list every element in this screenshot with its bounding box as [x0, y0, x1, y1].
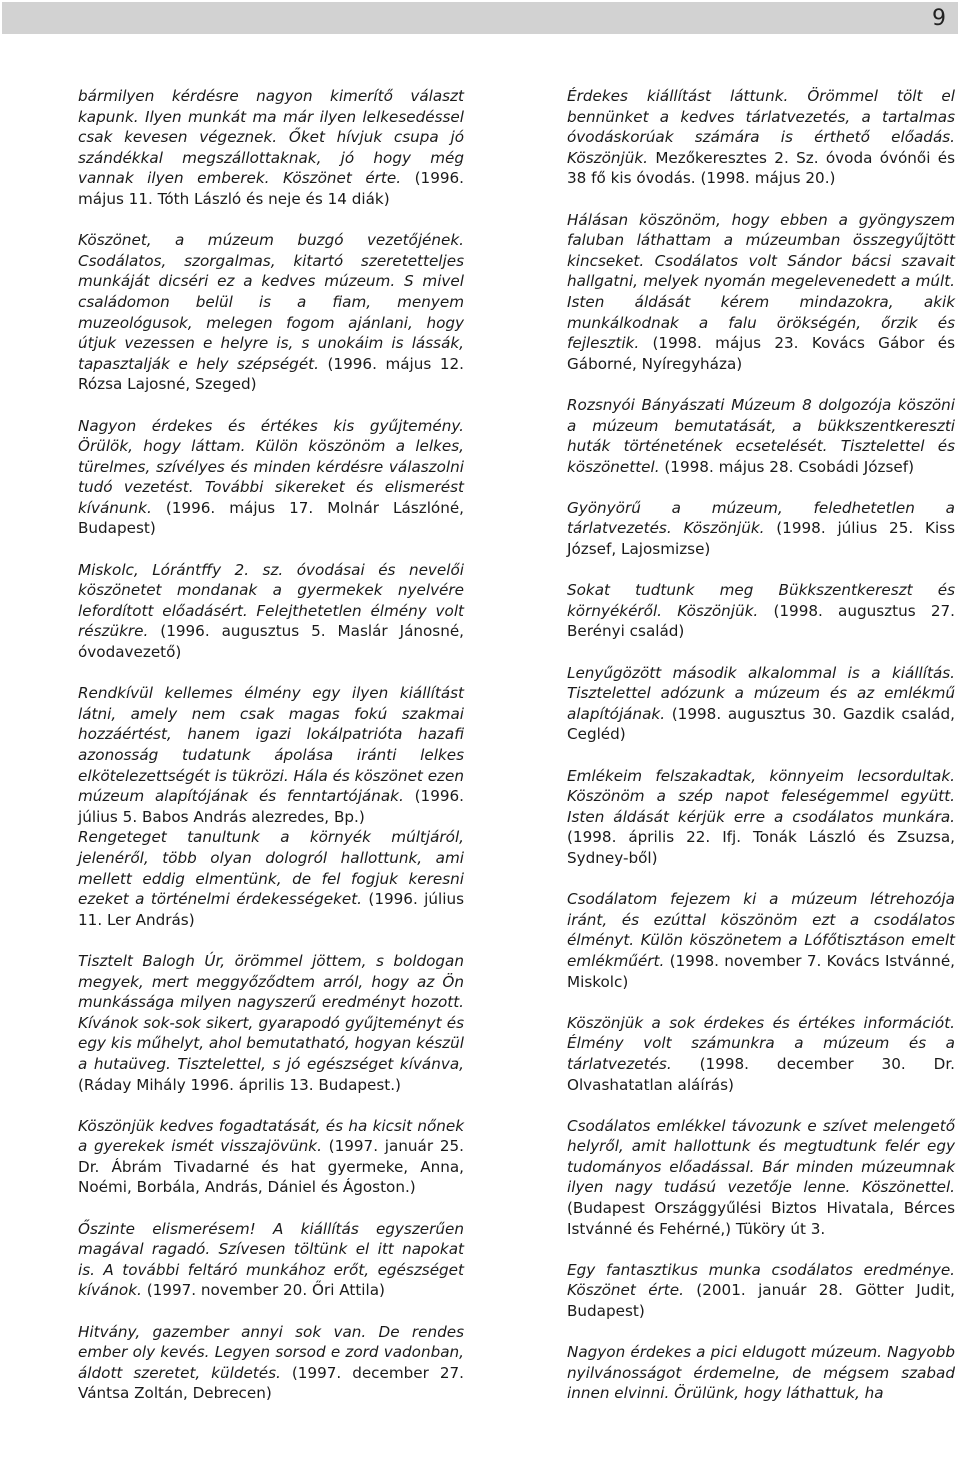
entry-signature: (1998. augusztus 30. Gazdik család, Cegléd)	[567, 704, 955, 744]
guestbook-entry	[78, 560, 464, 663]
entry-signature: (1996. augusztus 5. Maslár Jánosné, óvodavezető)	[78, 622, 465, 662]
entry-text: Nagyon érdekes és értékes kis gyűjtemény. Örülök, hogy láttam. Külön köszönöm a lelkes, türelmes, szívélyes és minden kérdésre válaszolni tudó vezetést. További sikereket és elismerést kívánunk.	[78, 416, 464, 517]
entry-signature: (1997. december 27. Vántsa Zoltán, Debrecen)	[78, 1363, 465, 1403]
entry-text: Emlékeim felszakadtak, könnyeim lecsordultak. Köszönöm a szép napot feleségemmel együtt. Isten áldását kérjük erre a csodálatos munkára.	[567, 766, 955, 826]
entry-signature: (1997. január 25. Dr. Ábrám Tivadarné és hat gyermeke, Anna, Noémi, Borbála, András, Dániel és Ágoston.)	[78, 1137, 464, 1197]
page-header-bar	[2, 2, 958, 34]
entry-signature: (1996. május 17. Molnár Lászlóné, Budapest)	[78, 498, 465, 538]
entry-signature: (1998. május 23. Kovács Gábor és Gáborné, Nyíregyháza)	[567, 334, 955, 373]
guestbook-entry	[567, 580, 955, 642]
guestbook-entry	[78, 1116, 464, 1198]
entry-text: Hitvány, gazember annyi sok van. De rendes ember oly kevés. Legyen sorsod e zord vadonban, áldott szeretet, küldetés.	[78, 1322, 464, 1382]
entry-text: Köszönet, a múzeum buzgó vezetőjének. Csodálatos, szorgalmas, kitartó szeretetteljes munkáját dicséri ez a kedves múzeum. S mivel családomon belül is a fiam, menyem muzeológusok, melegen fogom ajánlani, hogy útjuk vezessen e helyre is, s unokáim is lássák, tapasztalják e hely szépségét.	[78, 231, 464, 373]
guestbook-entry	[567, 498, 955, 560]
right-column	[567, 86, 955, 1404]
left-column	[78, 86, 464, 1404]
entry-text: Sokat tudtunk meg Bükkszentkereszt és környékéről. Köszönjük.	[567, 581, 955, 620]
guestbook-entry	[78, 951, 464, 1095]
entry-text: Köszönjük kedves fogadtatását, és ha kicsit nőnek a gyerekek ismét visszajövünk.	[78, 1116, 464, 1156]
page-number: 9	[932, 6, 946, 31]
entry-text: Csodálatos emlékkel távozunk e szívet melengető helyről, amit hallottunk és megtudtunk felér egy tudományos előadással. Bár minden múzeumnak ilyen nagy tudású vezetője lenne. Köszönettel.	[567, 1116, 955, 1197]
entry-text: Egy fantasztikus munka csodálatos eredménye. Köszönet érte.	[567, 1260, 955, 1300]
entry-signature: (1996. július 11. Ler András)	[78, 890, 465, 929]
entry-text: Tisztelt Balogh Úr, örömmel jöttem, s boldogan megyek, mert meggyőződtem arról, hogy az Ön munkássága milyen nagyszerű eredményt hozott. Kívánok sok-sok sikert, gyarapodó gyűjteményt és egy kis műhelyt, ahol bemutatható, hogyan készül a hutaüveg. Tisztelettel, s jó egészséget kívánva,	[78, 951, 464, 1073]
entry-signature: (Ráday Mihály 1996. április 13. Budapest.)	[78, 1075, 401, 1094]
guestbook-entry	[567, 210, 955, 375]
entry-text: Rozsnyói Bányászati Múzeum 8 dolgozója köszöni a múzeum bemutatását, a bükkszentkereszti huták történetének ecsetelését. Tisztelettel és köszönettel.	[567, 395, 955, 476]
entry-text: Rendkívül kellemes élmény egy ilyen kiállítást látni, amely nem csak magas fokú szakmai hozzáértést, hanem igazi lokálpatrióta hazafi azonosság tudatunk ápolása iránti lelkes elkötelezettségét is tükrözi. Hála és köszönet ezen múzeum alapítójának és fenntartójának.	[78, 684, 464, 806]
guestbook-entry	[567, 395, 955, 477]
entry-signature: (1997. november 20. Őri Attila)	[146, 1281, 385, 1300]
guestbook-entry	[78, 416, 464, 540]
guestbook-entry	[78, 1219, 464, 1301]
entry-signature: (2001. január 28. Götter Judit, Budapest)	[567, 1281, 955, 1321]
guestbook-entry	[567, 889, 955, 992]
entry-signature: (1998. augusztus 27. Berényi család)	[567, 601, 955, 641]
entry-signature: (1996. május 11. Tóth László és neje és 14 diák)	[78, 169, 465, 208]
guestbook-entry	[78, 230, 464, 395]
entry-text: Rengeteget tanultunk a környék múltjáról, jelenéről, több olyan dologról hallottunk, ami mellett eddig elmentünk, de fel fogjuk keresni ezeket a történelmi érdekességeket.	[78, 828, 464, 909]
entry-signature: (1996. július 5. Babos András alezredes, Bp.)	[78, 787, 465, 826]
entry-signature: (1998. április 22. Ifj. Tonák László és Zsuzsa, Sydney-ből)	[567, 828, 955, 867]
entry-signature: Mezőkeresztes 2. Sz. óvoda óvónői és 38 fő kis óvodás. (1998. május 20.)	[567, 148, 955, 188]
guestbook-entry	[567, 1116, 955, 1240]
entry-text: Köszönjük a sok érdekes és értékes információt. Élmény volt számunkra a múzeum és a tárlatvezetés.	[567, 1013, 955, 1073]
entry-signature: (1998. december 30. Dr. Olvashatatlan aláírás)	[567, 1054, 955, 1094]
guestbook-entry	[78, 827, 464, 930]
guestbook-entry	[567, 1342, 955, 1404]
guestbook-entry	[78, 1322, 464, 1404]
entry-text: Érdekes kiállítást láttunk. Örömmel tölt el bennünket a kedves tárlatvezetés, a tartalmas óvodáskorúak számára is érthető előadás. Köszönjük.	[567, 87, 955, 167]
entry-signature: (1998. július 25. Kiss József, Lajosmizse)	[567, 519, 956, 559]
guestbook-entry	[567, 1013, 955, 1095]
entry-text: Miskolc, Lórántffy 2. sz. óvodásai és nevelői köszönetet mondanak a gyermekek nyelvére lefordított előadásért. Felejthetetlen élmény volt részükre.	[78, 560, 464, 641]
entry-text: Gyönyörű a múzeum, feledhetetlen a tárlatvezetés. Köszönjük.	[567, 498, 955, 538]
entry-text: Lenyűgözött második alkalommal is a kiállítás. Tisztelettel adózunk a múzeum és az emlékmű alapítójának.	[567, 663, 955, 723]
entry-text: bármilyen kérdésre nagyon kimerítő választ kapunk. Ilyen munkát ma már ilyen lelkesedéssel csak kevesen végeznek. Őket hívjuk csupa jó szándékkal megszállottaknak, jó hogy még vannak ilyen emberek. Köszönet érte.	[78, 87, 464, 188]
guestbook-entry	[567, 766, 955, 869]
entry-signature: (1998. november 7. Kovács Istvánné, Miskolc)	[567, 951, 956, 991]
entry-text: Hálásan köszönöm, hogy ebben a gyöngyszem faluban láthattam a múzeumban összegyűjtött kincseket. Csodálatos volt Sándor bácsi szavait hallgatni, melyek nyomán megelevenedett a múlt. Isten áldását kérem mindazokra, akik munkálkodnak a falu örökségén, őrzik és fejlesztik.	[567, 210, 955, 353]
guestbook-entry	[567, 1260, 955, 1322]
entry-text: Nagyon érdekes a pici eldugott múzeum. Nagyobb nyilvánosságot érdemelne, de mégsem szabad innen elvinni. Örülünk, hogy láthattuk, ha	[567, 1343, 955, 1403]
entry-text: Őszinte elismerésem! A kiállítás egyszerűen magával ragadó. Szívesen töltünk el itt napokat is. A további feltáró munkához erőt, egészséget kívánok.	[78, 1219, 464, 1300]
guestbook-entry	[78, 86, 464, 210]
entry-text: Csodálatom fejezem ki a múzeum létrehozója iránt, és ezúttal köszönöm ezt a csodálatos élményt. Külön köszönetem a Lófőtisztáson emelt emlékműért.	[567, 890, 955, 970]
guestbook-entry	[78, 683, 464, 827]
entry-signature: (Budapest Országgyűlési Biztos Hivatala, Bérces Istvánné és Fehérné,) Tüköry út 3.	[567, 1199, 955, 1238]
entry-signature: (1998. május 28. Csobádi József)	[664, 457, 914, 476]
guestbook-entry	[567, 663, 955, 745]
guestbook-entry	[567, 86, 955, 189]
entry-signature: (1996. május 12. Rózsa Lajosné, Szeged)	[78, 354, 465, 394]
